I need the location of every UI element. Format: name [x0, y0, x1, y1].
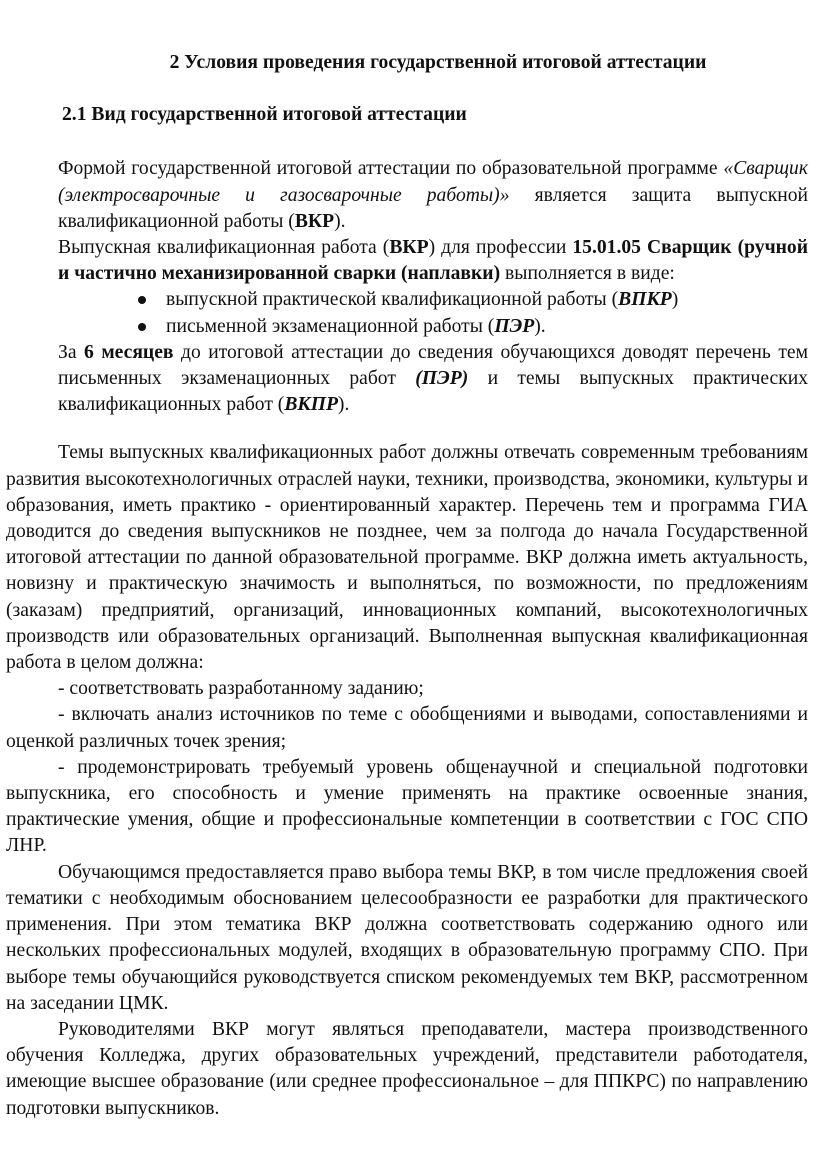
requirement-item-1: - соответствовать разработанному заданию;: [58, 678, 424, 700]
vkr-forms-list: [58, 287, 808, 339]
list-item: выпускной практической квалификационной работы (ВПКР): [136, 287, 808, 313]
paragraph-six-months: За 6 месяцев до итоговой аттестации до сведения обучающихся доводят перечень тем письменных экзаменационных работ (ПЭР) и темы выпускных практических квалификационных работ (ВКПР).: [58, 341, 809, 416]
subsection-heading: 2.1 Вид государственной итоговой аттестации: [62, 104, 467, 126]
requirement-item-3: - продемонстрировать требуемый уровень общенаучной и специальной подготовки выпускника, его способность и умение применять на практике освоенные знания, практические умения, общие и профессиональные компетенции в соответствии с ГОС СПО ЛНР.: [6, 756, 808, 857]
bullet-icon: [138, 323, 146, 331]
paragraph-vkr-form: Выпускная квалификационная работа (ВКР) для профессии 15.01.05 Сварщик (ручной и частично механизированной сварки (наплавки) выполняется в виде:: [58, 237, 809, 285]
paragraph-form-of-attestation: Формой государственной итоговой аттестации по образовательной программе «Сварщик (электросварочные и газосварочные работы)» является защита выпускной квалификационной работы (ВКР).: [58, 158, 809, 232]
program-name: «Сварщик (электросварочные и газосварочные работы)»: [58, 158, 808, 206]
list-item: письменной экзаменационной работы (ПЭР).: [136, 314, 808, 340]
paragraph-topic-choice: Обучающимся предоставляется право выбора темы ВКР, в том числе предложения своей тематики с необходимым обоснованием целесообразности ее разработки для практического применения. При этом тематика ВКР должна соответствовать содержанию одного или нескольких профессиональных модулей, входящих в образовательную программу СПО. При выборе темы обучающийся руководствуется списком рекомендуемых тем ВКР, рассмотренном на заседании ЦМК.: [6, 861, 808, 1014]
paragraph-supervisors: Руководителями ВКР могут являться преподаватели, мастера производственного обучения Колледжа, других образовательных учреждений, представители работодателя, имеющие высшее образование (или среднее профессиональное – для ППКРС) по направлению подготовки выпускников.: [6, 1018, 808, 1119]
intro-block: [6, 156, 808, 418]
section-heading: 2 Условия проведения государственной итоговой аттестации: [169, 52, 707, 73]
requirement-item-2: - включать анализ источников по теме с обобщениями и выводами, сопоставлениями и оценкой различных точек зрения;: [6, 704, 808, 752]
paragraph-topics-requirements: Темы выпускных квалификационных работ должны отвечать современным требованиям развития высокотехнологичных отраслей науки, техники, производства, экономики, культуры и образования, иметь практико - ориентированный характер. Перечень тем и программа ГИА доводится до сведения выпускников не позднее, чем за полгода до начала Государственной итоговой аттестации по данной образовательной программе. ВКР должна иметь актуальность, новизну и практическую значимость и выполняться, по возможности, по предложениям (заказам) предприятий, организаций, инновационных компаний, высокотехнологичных производств или образовательных организаций. Выполненная выпускная квалификационная работа в целом должна:: [6, 442, 808, 674]
profession-name: 15.01.05 Сварщик (ручной и частично механизированной сварки (наплавки): [58, 237, 809, 285]
bullet-icon: [138, 296, 146, 304]
